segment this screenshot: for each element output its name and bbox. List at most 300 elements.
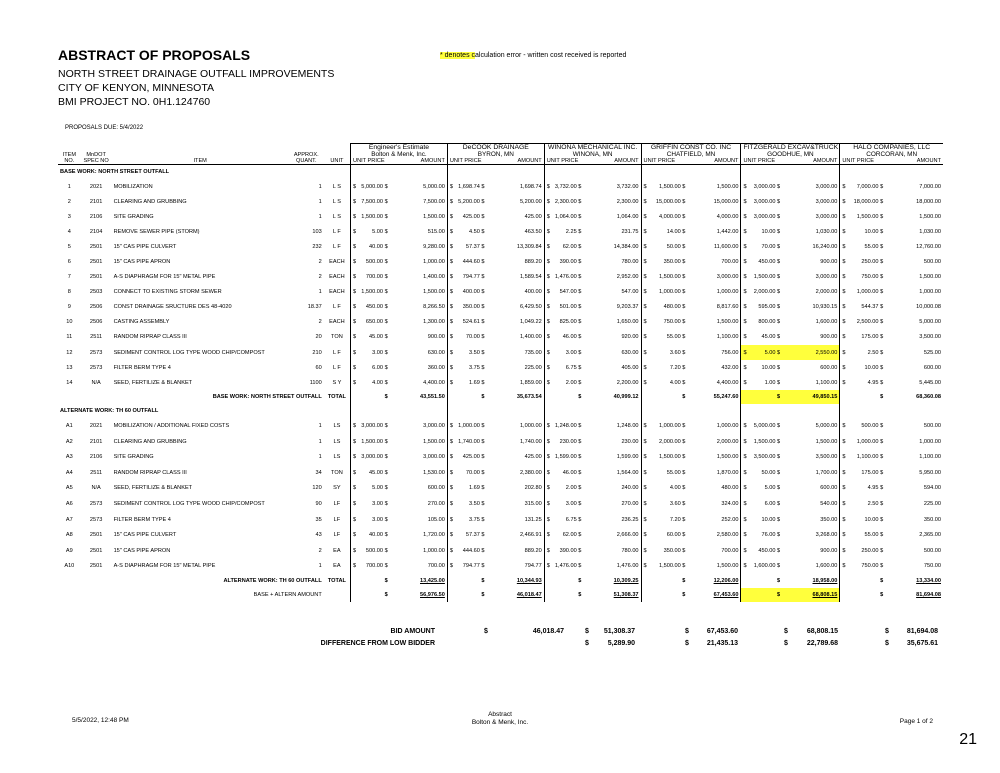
unit-price: $ 450.00 $ [351, 300, 390, 315]
note-rest: alculation error - written cost received is reported [475, 52, 627, 59]
amount: 1,064.00 [616, 213, 639, 220]
unit-price-value: 7.20 [669, 364, 681, 371]
item-quantity: 18.37 [307, 304, 322, 311]
unit-price: $ 46.00 $ [544, 465, 583, 481]
amount: 900.00 [820, 547, 838, 554]
total-amount: 10,309.25 [613, 578, 639, 585]
unit-price-value: 1,500.00 [658, 563, 681, 570]
amount: 15,000.00 [713, 198, 739, 205]
amount: 13,309.84 [516, 243, 542, 250]
bidder-name: HALO COMPANIES, LLC [840, 144, 943, 152]
amount: 3,000.00 [423, 423, 445, 430]
empty-cell [324, 588, 351, 602]
col-quant: QUANT. [289, 158, 324, 165]
item-description: SEED, FERTILIZE & BLANKET [113, 485, 193, 492]
unit-price-value: 500.00 [861, 423, 879, 430]
spec-number: 2501 [89, 274, 103, 281]
total-amount: 10,344.93 [516, 578, 542, 585]
spec-number: 2573 [89, 364, 103, 371]
amount: 700.00 [721, 259, 739, 266]
amount: 7,500.00 [423, 198, 445, 205]
bidder-name: FITZGERALD EXCAV&TRUCK [741, 144, 840, 152]
table-row [58, 345, 943, 360]
amount: 18,000.00 [916, 198, 941, 205]
amount: 1,500.00 [919, 213, 941, 220]
empty-cell [390, 404, 448, 418]
unit-price-value: 450.00 [365, 304, 384, 311]
empty-cell [447, 404, 486, 418]
unit-price: $ 1,500.00 $ [351, 434, 390, 450]
unit-price-value: 524.61 [462, 319, 480, 326]
unit-price-value: 10.00 [864, 364, 879, 371]
item-number: 2 [67, 198, 71, 205]
unit-price: $ 7.20 $ [641, 512, 687, 528]
unit-price-value: 62.00 [562, 532, 577, 539]
project-number-line: BMI PROJECT NO. 0H1.124760 [58, 96, 211, 108]
amount: 2,666.00 [616, 532, 639, 539]
col-unit-price: UNIT PRICE [544, 158, 583, 165]
total-dollar: $ [351, 588, 390, 602]
unit-price: $ 1,064.00 $ [544, 209, 583, 224]
item-quantity: 2 [318, 274, 322, 281]
difference-amount: 35,675.61 [906, 640, 938, 647]
unit-price-value: 70.00 [465, 334, 480, 341]
unit-price: $ 3.60 $ [641, 496, 687, 512]
unit-price: $ 1.69 $ [447, 481, 486, 497]
amount: 600.00 [820, 364, 838, 371]
unit-price: $ 4.00 $ [641, 481, 687, 497]
unit-price-value: 60.00 [666, 532, 681, 539]
item-description: A-S DIAPHRAGM FOR 15" METAL PIPE [113, 563, 216, 570]
unit-price-value: 1.00 [764, 379, 776, 386]
unit-price: $ 57.37 $ [447, 239, 486, 254]
item-quantity: 60 [315, 364, 322, 371]
unit-price: $ 57.37 $ [447, 527, 486, 543]
unit-price-value: 1,500.00 [658, 183, 681, 190]
amount: 1,650.00 [616, 319, 639, 326]
unit-price: $ 7,000.00 $ [840, 179, 885, 194]
amount: 11,600.00 [713, 243, 739, 250]
total-dollar: $ [641, 390, 687, 404]
unit-price-value: 1,000.00 [856, 438, 879, 445]
unit-price-value: 1,100.00 [856, 454, 879, 461]
amount: 900.00 [427, 334, 445, 341]
unit-price: $ 10.00 $ [741, 224, 782, 239]
item-description: REMOVE SEWER PIPE (STORM) [113, 228, 200, 235]
spec-number: 2021 [89, 423, 103, 430]
amount: 1,859.00 [519, 379, 542, 386]
unit-price-value: 4.95 [867, 485, 879, 492]
total-amount: 13,334.00 [916, 578, 941, 585]
amount: 5,200.00 [519, 198, 542, 205]
unit-price-value: 230.00 [559, 438, 577, 445]
unit-price-value: 400.00 [462, 289, 480, 296]
unit-price-value: 3,732.00 [554, 183, 577, 190]
amount: 920.00 [621, 334, 639, 341]
table-row [58, 300, 943, 315]
unit-price-value: 350.00 [663, 547, 681, 554]
item-description: CASTING ASSEMBLY [113, 319, 170, 326]
amount: 14,384.00 [613, 243, 639, 250]
unit-price: $ 3.60 $ [641, 345, 687, 360]
unit-price-value: 3.00 [565, 349, 577, 356]
unit-price-value: 1,599.00 [554, 454, 577, 461]
unit-price: $ 45.00 $ [351, 330, 390, 345]
item-description: MOBILIZATION [113, 183, 153, 190]
amount: 230.00 [621, 438, 639, 445]
table-row [58, 270, 943, 285]
table-row [58, 285, 943, 300]
unit-price-value: 3.00 [372, 501, 384, 508]
unit-price: $ 2.00 $ [544, 481, 583, 497]
unit-price: $ 45.00 $ [741, 330, 782, 345]
item-unit: EACH [329, 289, 345, 296]
amount: 1,442.00 [716, 228, 739, 235]
unit-price-value: 350.00 [663, 259, 681, 266]
unit-price: $ 700.00 $ [351, 559, 390, 575]
unit-price-value: 7,000.00 [856, 183, 879, 190]
unit-price: $ 3.00 $ [351, 496, 390, 512]
unit-price-value: 350.00 [462, 304, 480, 311]
unit-price-value: 700.00 [365, 274, 384, 281]
calculation-error-note [440, 52, 626, 59]
unit-price-value: 57.37 [465, 532, 480, 539]
footer-page: Page 1 of 2 [899, 718, 933, 725]
unit-price: $ 10.00 $ [840, 512, 885, 528]
unit-price-value: 18,000.00 [853, 198, 879, 205]
item-description: SEDIMENT CONTROL LOG TYPE WOOD CHIP/COMPOST [113, 501, 265, 508]
col-quant: APPROX. [293, 151, 319, 158]
amount: 405.00 [621, 364, 639, 371]
unit-price: $ 3,500.00 $ [741, 450, 782, 466]
unit-price: $ 62.00 $ [544, 239, 583, 254]
amount: 5,950.00 [919, 469, 941, 476]
item-unit: LF [333, 516, 341, 523]
item-number: A1 [65, 423, 73, 430]
amount: 10,930.15 [812, 304, 838, 311]
unit-price-value: 1,500.00 [361, 438, 384, 445]
amount: 4,400.00 [716, 379, 739, 386]
item-quantity: 1 [318, 183, 322, 190]
spec-number: 2501 [89, 547, 103, 554]
unit-price-value: 3.75 [468, 364, 480, 371]
amount: 1,400.00 [519, 334, 542, 341]
table-row [58, 224, 943, 239]
unit-price: $ 700.00 $ [351, 270, 390, 285]
table-row [58, 496, 943, 512]
total-amount: 56,976.50 [420, 592, 445, 599]
unit-price: $ 595.00 $ [741, 300, 782, 315]
total-dollar: $ [447, 390, 486, 404]
unit-price-value: 10.00 [864, 516, 879, 523]
unit-price: $ 3.00 $ [351, 345, 390, 360]
amount: 1,000.00 [423, 259, 445, 266]
item-quantity: 2 [318, 259, 322, 266]
amount: 350.00 [923, 516, 941, 523]
amount: 4,400.00 [423, 379, 445, 386]
col-amount: AMOUNT [885, 158, 943, 165]
amount: 2,300.00 [616, 198, 639, 205]
item-description: 15" CAS PIPE CULVERT [113, 243, 177, 250]
amount: 6,429.50 [519, 304, 542, 311]
unit-price: $ 524.61 $ [447, 315, 486, 330]
item-number: A8 [65, 532, 73, 539]
unit-price-value: 1,698.74 [458, 183, 480, 190]
unit-price: $ 750.00 $ [840, 270, 885, 285]
unit-price: $ 1,500.00 $ [741, 270, 782, 285]
unit-price-value: 15,000.00 [655, 198, 681, 205]
unit-price: $ 175.00 $ [840, 330, 885, 345]
empty-cell [351, 165, 390, 180]
amount: 105.00 [427, 516, 445, 523]
amount: 2,380.00 [519, 469, 542, 476]
item-description: CONST DRAINAGE SRUCTURE DES 48-4020 [113, 304, 232, 311]
unit-price: $ 15,000.00 $ [641, 194, 687, 209]
unit-price: $ 1,000.00 $ [447, 418, 486, 434]
item-number: 4 [67, 228, 71, 235]
amount: 1,500.00 [716, 183, 739, 190]
unit-price: $ 480.00 $ [641, 300, 687, 315]
amount: 1,248.00 [616, 423, 639, 430]
amount: 630.00 [621, 349, 639, 356]
amount: 594.00 [923, 485, 941, 492]
unit-price-value: 6.75 [565, 364, 577, 371]
unit-price-value: 2,300.00 [554, 198, 577, 205]
unit-price-value: 3,000.00 [361, 423, 384, 430]
empty-cell [544, 165, 583, 180]
item-quantity: 43 [315, 532, 322, 539]
amount: 500.00 [923, 547, 941, 554]
total-label: ALTERNATE WORK: TH 60 OUTFALL [223, 578, 322, 585]
col-amount: AMOUNT [687, 158, 741, 165]
amount: 1,600.00 [815, 563, 838, 570]
table-row [58, 450, 943, 466]
unit-price-value: 3,000.00 [753, 198, 776, 205]
item-unit: L F [332, 349, 341, 356]
project-line: NORTH STREET DRAINAGE OUTFALL IMPROVEMENTS [58, 68, 335, 80]
unit-price: $ 1,476.00 $ [544, 559, 583, 575]
amount: 3,268.00 [815, 532, 838, 539]
empty-cell [885, 165, 943, 180]
item-quantity: 1 [318, 423, 322, 430]
amount: 500.00 [923, 423, 941, 430]
amount: 202.80 [524, 485, 542, 492]
unit-price: $ 55.00 $ [840, 527, 885, 543]
unit-price-value: 5.00 [764, 485, 776, 492]
unit-price-value: 1,000.00 [658, 423, 681, 430]
col-amount: AMOUNT [583, 158, 641, 165]
unit-price-value: 55.00 [864, 532, 879, 539]
col-spec: SPEC NO [81, 158, 112, 165]
unit-price-value: 10.00 [864, 228, 879, 235]
unit-price: $ 4.95 $ [840, 375, 885, 390]
bid-amount: 67,453.60 [706, 628, 738, 635]
amount: 3,732.00 [616, 183, 639, 190]
unit-price-value: 4.00 [669, 485, 681, 492]
total-amount: 49,850.15 [782, 390, 840, 404]
unit-price: $ 4.00 $ [351, 375, 390, 390]
unit-price: $ 6.75 $ [544, 360, 583, 375]
footer-title: Abstract [488, 711, 512, 718]
unit-price: $ 1,500.00 $ [641, 450, 687, 466]
unit-price: $ 1,000.00 $ [840, 285, 885, 300]
unit-price: $ 3,000.00 $ [351, 418, 390, 434]
item-quantity: 20 [315, 334, 322, 341]
unit-price: $ 76.00 $ [741, 527, 782, 543]
amount: 780.00 [621, 259, 639, 266]
amount: 1,300.00 [423, 319, 445, 326]
table-row [58, 418, 943, 434]
empty-cell [840, 404, 885, 418]
unit-price: $ 10.00 $ [741, 360, 782, 375]
table-row [58, 239, 943, 254]
amount: 225.00 [524, 364, 542, 371]
empty-cell [687, 404, 741, 418]
section-title: BASE WORK: NORTH STREET OUTFALL [60, 169, 170, 175]
total-dollar: $ [447, 574, 486, 588]
unit-price-value: 444.60 [462, 259, 480, 266]
unit-price-value: 444.60 [462, 547, 480, 554]
unit-price: $ 3,000.00 $ [351, 450, 390, 466]
total-dollar: $ [741, 390, 782, 404]
unit-price-value: 14.00 [666, 228, 681, 235]
item-unit: EACH [329, 274, 345, 281]
amount: 425.00 [524, 454, 542, 461]
unit-price: $ 3.50 $ [447, 345, 486, 360]
total-dollar: $ [741, 588, 782, 602]
unit-price-value: 175.00 [861, 334, 879, 341]
unit-price-value: 57.37 [465, 243, 480, 250]
unit-price-value: 1,476.00 [554, 274, 577, 281]
amount: 315.00 [524, 501, 542, 508]
total-amount: 68,808.15 [782, 588, 840, 602]
unit-price-value: 10.00 [761, 364, 776, 371]
amount: 16,240.00 [812, 243, 838, 250]
amount: 360.00 [427, 364, 445, 371]
unit-price: $ 1,000.00 $ [641, 418, 687, 434]
unit-price: $ 825.00 $ [544, 315, 583, 330]
total-amount: 46,018.47 [516, 592, 542, 599]
bidder-name: Engineer's Estimate [351, 144, 448, 152]
total-amount: 18,958.00 [812, 578, 838, 585]
unit-price-value: 46.00 [562, 469, 577, 476]
unit-price-value: 1,500.00 [856, 213, 879, 220]
unit-price: $ 1,698.74 $ [447, 179, 486, 194]
unit-price-value: 3.50 [468, 349, 480, 356]
amount: 1,000.00 [519, 423, 542, 430]
unit-price: $ 2.25 $ [544, 224, 583, 239]
amount: 1,030.00 [815, 228, 838, 235]
item-number: 1 [67, 183, 71, 190]
unit-price-value: 250.00 [861, 547, 879, 554]
unit-price: $ 547.00 $ [544, 285, 583, 300]
amount: 8,817.60 [716, 304, 739, 311]
item-number: 3 [67, 213, 71, 220]
unit-price: $ 4,000.00 $ [641, 209, 687, 224]
amount: 252.00 [721, 516, 739, 523]
page-number: 21 [959, 731, 977, 748]
spec-number: 2573 [89, 349, 103, 356]
unit-price-value: 45.00 [761, 334, 776, 341]
item-quantity: 1 [318, 563, 322, 570]
item-number: 13 [66, 364, 73, 371]
item-number: 6 [67, 259, 71, 266]
difference-label: DIFFERENCE FROM LOW BIDDER [320, 640, 435, 647]
spec-number: 2501 [89, 259, 103, 266]
amount: 2,550.00 [782, 345, 840, 360]
empty-cell [885, 404, 943, 418]
item-unit: TON [331, 334, 343, 341]
table-row [58, 375, 943, 390]
amount: 750.00 [923, 563, 941, 570]
unit-price-value: 1,064.00 [554, 213, 577, 220]
unit-price: $ 1,500.00 $ [840, 209, 885, 224]
unit-price: $ 1,600.00 $ [741, 559, 782, 575]
amount: 2,000.00 [815, 289, 838, 296]
bid-amount: 81,694.08 [906, 628, 938, 635]
unit-price: $ 18,000.00 $ [840, 194, 885, 209]
item-number: 7 [67, 274, 71, 281]
item-quantity: 2 [318, 319, 322, 326]
unit-price-value: 480.00 [663, 304, 681, 311]
unit-price-value: 390.00 [559, 547, 577, 554]
unit-price: $ 1,100.00 $ [840, 450, 885, 466]
difference-amount: 5,289.90 [607, 640, 635, 647]
amount: 480.00 [721, 485, 739, 492]
spec-number: 2506 [89, 319, 103, 326]
amount: 2,466.91 [519, 532, 542, 539]
unit-price: $ 800.00 $ [741, 315, 782, 330]
amount: 324.00 [721, 501, 739, 508]
unit-price: $ 750.00 $ [641, 315, 687, 330]
unit-price: $ 1.69 $ [447, 375, 486, 390]
unit-price-value: 7,500.00 [361, 198, 384, 205]
unit-price: $ 70.00 $ [447, 465, 486, 481]
item-quantity: 90 [315, 501, 322, 508]
item-description: SEDIMENT CONTROL LOG TYPE WOOD CHIP/COMPOST [113, 349, 265, 356]
bidder-location: Bolton & Menk, Inc. [351, 151, 448, 158]
unit-price: $ 3.00 $ [351, 512, 390, 528]
col-amount: AMOUNT [487, 158, 545, 165]
unit-price: $ 5,000.00 $ [351, 179, 390, 194]
amount: 547.00 [621, 289, 639, 296]
amount: 600.00 [427, 485, 445, 492]
unit-price-value: 500.00 [365, 259, 384, 266]
col-unit-price: UNIT PRICE [447, 158, 486, 165]
amount: 1,700.00 [815, 469, 838, 476]
amount: 780.00 [621, 547, 639, 554]
unit-price-value: 4.95 [867, 379, 879, 386]
amount: 2,580.00 [716, 532, 739, 539]
unit-price-value: 45.00 [369, 469, 384, 476]
amount: 1,600.00 [815, 319, 838, 326]
item-number: 11 [66, 334, 73, 341]
bidder-location: GOODHUE, MN [741, 151, 840, 158]
col-unit-price: UNIT PRICE [351, 158, 390, 165]
amount: 3,000.00 [423, 454, 445, 461]
total-dollar: $ [544, 574, 583, 588]
bidder-name: GRIFFIN CONST CO. INC [641, 144, 741, 152]
amount: 463.50 [524, 228, 542, 235]
unit-price-value: 45.00 [369, 334, 384, 341]
spec-number: 2501 [89, 532, 103, 539]
unit-price-value: 5,200.00 [458, 198, 480, 205]
unit-price-value: 1,000.00 [458, 423, 480, 430]
unit-price: $ 1.00 $ [741, 375, 782, 390]
unit-price: $ 50.00 $ [641, 239, 687, 254]
table-row [58, 330, 943, 345]
unit-price-value: 750.00 [861, 274, 879, 281]
